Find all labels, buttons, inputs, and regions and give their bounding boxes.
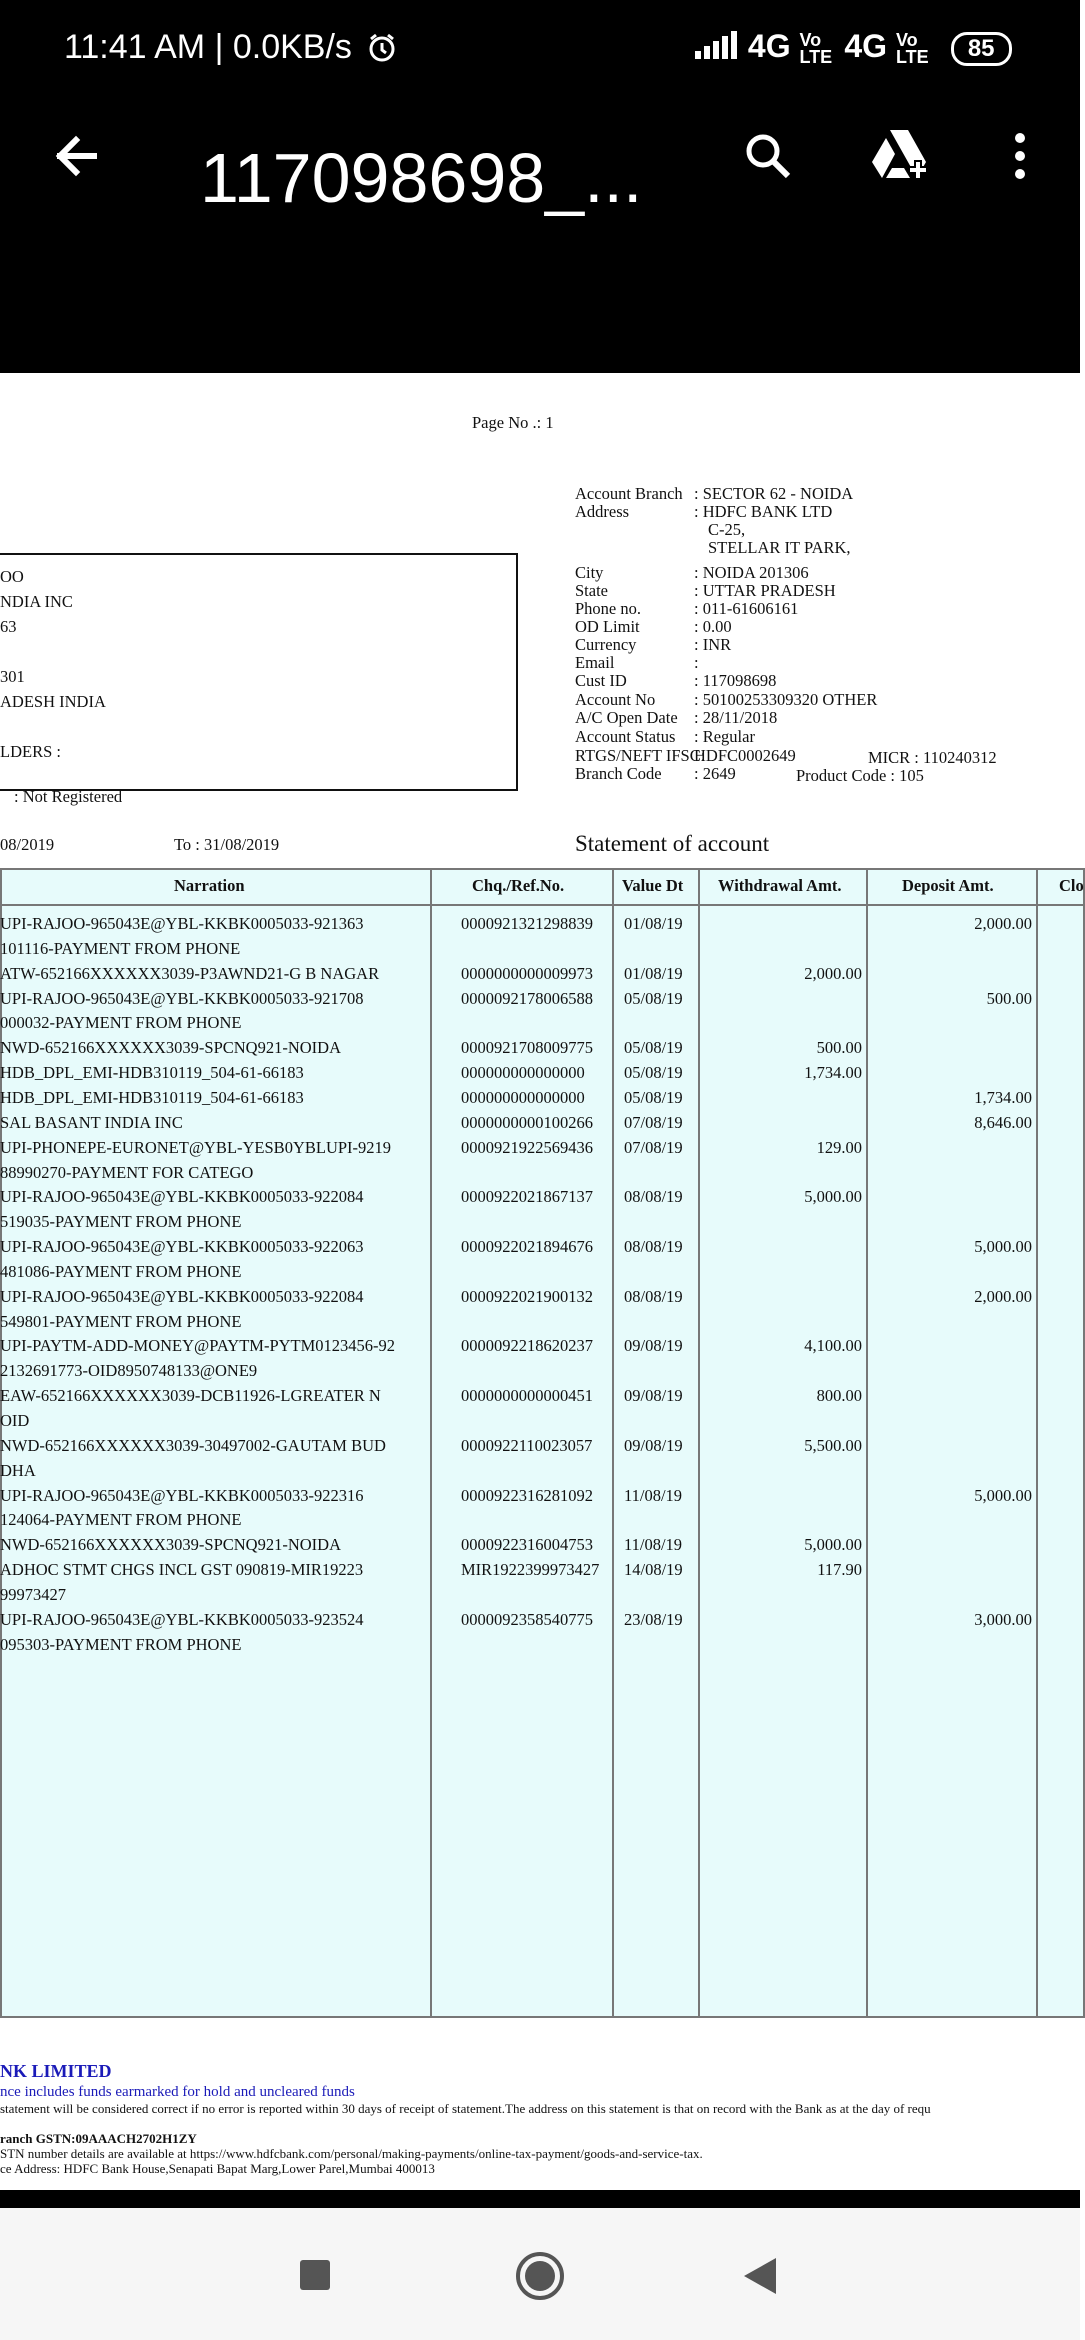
network-type-2: 4G xyxy=(844,28,888,64)
customer-box-line: 63 xyxy=(0,617,17,636)
branch-info-value: C-25, xyxy=(708,520,746,539)
page-bottom-edge xyxy=(0,2190,1080,2208)
table-cell-value_dt: 09/08/19 xyxy=(624,1386,683,1406)
table-cell-deposit: 5,000.00 xyxy=(974,1485,1032,1505)
customer-box-line: ADESH INDIA xyxy=(0,692,106,711)
more-vert-icon xyxy=(1000,128,1040,184)
table-cell-ref: 0000092358540775 xyxy=(461,1609,593,1629)
table-cell-value_dt: 11/08/19 xyxy=(624,1485,683,1505)
table-cell-value_dt: 05/08/19 xyxy=(624,1087,683,1107)
branch-info-label: Branch Code xyxy=(575,764,662,783)
table-cell-narration: UPI-RAJOO-965043E@YBL-KKBK0005033-922063 xyxy=(0,1237,364,1257)
to-date: To : 31/08/2019 xyxy=(174,835,280,854)
branch-info-value: : HDFC BANK LTD xyxy=(694,502,833,521)
branch-info-value: HDFC0002649 xyxy=(694,746,796,765)
table-cell-narration: OID xyxy=(0,1411,30,1430)
branch-info-value: : SECTOR 62 - NOIDA xyxy=(694,484,854,503)
header-divider xyxy=(2,904,1083,906)
col-withdrawal-header: Withdrawal Amt. xyxy=(718,876,842,895)
table-cell-value_dt: 11/08/19 xyxy=(624,1535,683,1555)
table-cell-narration: NWD-652166XXXXXX3039-30497002-GAUTAM BUD xyxy=(0,1435,386,1455)
table-cell-narration: SAL BASANT INDIA INC xyxy=(0,1112,183,1132)
status-time xyxy=(64,28,397,67)
back-nav-button[interactable] xyxy=(742,2256,778,2301)
table-cell-ref: 0000000000100266 xyxy=(461,1112,593,1132)
battery-level: 85 xyxy=(967,34,995,62)
branch-info-label: State xyxy=(575,581,608,600)
column-divider xyxy=(1036,870,1038,2016)
battery-icon xyxy=(951,32,1012,66)
table-cell-ref: MIR1922399973427 xyxy=(461,1560,600,1580)
table-cell-deposit: 2,000.00 xyxy=(974,914,1032,933)
statement-heading: Statement of account xyxy=(575,831,770,856)
table-cell-deposit: 5,000.00 xyxy=(974,1237,1032,1257)
customer-box-line: NDIA INC xyxy=(0,592,73,611)
table-cell-deposit: 3,000.00 xyxy=(974,1609,1032,1629)
status-icons xyxy=(695,28,1012,66)
branch-info-label: Account No xyxy=(575,690,656,709)
table-cell-narration: HDB_DPL_EMI-HDB310119_504-61-66183 xyxy=(0,1063,304,1083)
back-button[interactable] xyxy=(48,128,104,189)
document-title: 117098698_... xyxy=(200,139,643,217)
table-cell-ref: 0000922021894676 xyxy=(461,1237,593,1257)
table-cell-value_dt: 09/08/19 xyxy=(624,1435,683,1455)
table-cell-narration: NWD-652166XXXXXX3039-SPCNQ921-NOIDA xyxy=(0,1535,341,1555)
table-cell-value_dt: 01/08/19 xyxy=(624,963,683,983)
micr-code: MICR : 110240312 xyxy=(868,748,997,767)
footer-bank-name: NK LIMITED xyxy=(0,2061,112,2081)
drive-add-icon xyxy=(868,126,932,186)
recents-square-icon xyxy=(298,2258,332,2292)
table-cell-deposit: 2,000.00 xyxy=(974,1286,1032,1306)
branch-info-label: Currency xyxy=(575,635,637,654)
table-cell-narration: UPI-RAJOO-965043E@YBL-KKBK0005033-923524 xyxy=(0,1609,364,1629)
branch-info-label: Account Status xyxy=(575,727,676,746)
volte-icon: Vo LTE xyxy=(799,29,833,67)
column-divider xyxy=(866,870,868,2016)
branch-info-value: STELLAR IT PARK, xyxy=(708,538,851,557)
branch-info-value: : 50100253309320 OTHER xyxy=(694,690,878,709)
table-cell-ref: 0000922110023057 xyxy=(461,1435,593,1455)
table-cell-narration: 095303-PAYMENT FROM PHONE xyxy=(0,1634,242,1654)
table-cell-narration: UPI-RAJOO-965043E@YBL-KKBK0005033-922084 xyxy=(0,1187,364,1207)
table-cell-value_dt: 05/08/19 xyxy=(624,988,683,1008)
table-cell-narration: UPI-RAJOO-965043E@YBL-KKBK0005033-921363 xyxy=(0,914,364,933)
table-cell-narration: UPI-RAJOO-965043E@YBL-KKBK0005033-922084 xyxy=(0,1286,364,1306)
table-cell-withdrawal: 2,000.00 xyxy=(804,963,862,983)
branch-info-value: : Regular xyxy=(694,727,755,746)
table-cell-withdrawal: 4,100.00 xyxy=(804,1336,862,1356)
table-cell-value_dt: 08/08/19 xyxy=(624,1187,683,1207)
col-value-date-header: Value Dt xyxy=(622,876,684,895)
table-cell-value_dt: 05/08/19 xyxy=(624,1063,683,1083)
table-cell-value_dt: 08/08/19 xyxy=(624,1237,683,1257)
table-cell-withdrawal: 129.00 xyxy=(816,1137,862,1157)
table-cell-ref: 0000922316004753 xyxy=(461,1535,593,1555)
footer-gstn-note: STN number details are available at https://www.hdfcbank.com/personal/making-payments/online-tax-payment/goods-and-service-tax. xyxy=(0,2146,703,2161)
table-cell-narration: 2132691773-OID8950748133@ONE9 xyxy=(0,1361,258,1381)
table-cell-narration: UPI-RAJOO-965043E@YBL-KKBK0005033-921708 xyxy=(0,988,364,1008)
branch-info-value: : UTTAR PRADESH xyxy=(694,581,836,600)
recents-button[interactable] xyxy=(298,2258,332,2297)
col-narration-header: Narration xyxy=(174,876,245,895)
footer-disclaimer: statement will be considered correct if no error is reported within 30 days of receipt of statement.The address on this statement is that on record with the Bank as at the day of requ xyxy=(0,2101,931,2116)
column-divider xyxy=(430,870,432,2016)
col-deposit-header: Deposit Amt. xyxy=(902,876,994,895)
table-cell-narration: 000032-PAYMENT FROM PHONE xyxy=(0,1013,242,1033)
footer-gstn: ranch GSTN:09AAACH2702H1ZY xyxy=(0,2131,197,2146)
table-cell-value_dt: 08/08/19 xyxy=(624,1286,683,1306)
table-cell-value_dt: 07/08/19 xyxy=(624,1137,683,1157)
table-cell-withdrawal: 5,500.00 xyxy=(804,1435,862,1455)
volte-icon-2: Vo LTE xyxy=(895,29,929,67)
branch-info-value: : 117098698 xyxy=(694,671,777,690)
table-cell-narration: UPI-PHONEPE-EURONET@YBL-YESB0YBLUPI-9219 xyxy=(0,1137,392,1157)
column-divider xyxy=(612,870,614,2016)
table-cell-value_dt: 05/08/19 xyxy=(624,1038,683,1058)
customer-address-box xyxy=(0,553,518,791)
table-cell-narration: EAW-652166XXXXXX3039-DCB11926-LGREATER N xyxy=(0,1386,381,1406)
branch-info-value: : 011-61606161 xyxy=(694,599,799,618)
branch-info-value: : 2649 xyxy=(694,764,736,783)
customer-box-line: LDERS : xyxy=(0,742,61,761)
table-cell-deposit: 8,646.00 xyxy=(974,1112,1032,1132)
table-cell-ref: 0000092178006588 xyxy=(461,988,593,1008)
table-cell-narration: ATW-652166XXXXXX3039-P3AWND21-G B NAGAR xyxy=(0,963,380,983)
pdf-page[interactable] xyxy=(0,373,1084,2190)
table-cell-ref: 0000000000009973 xyxy=(461,963,593,983)
search-icon xyxy=(740,128,796,184)
table-cell-narration: 481086-PAYMENT FROM PHONE xyxy=(0,1261,242,1281)
nomination-status: : Not Registered xyxy=(14,787,123,806)
footer-balance-note: nce includes funds earmarked for hold and uncleared funds xyxy=(0,2084,355,2100)
table-cell-withdrawal: 5,000.00 xyxy=(804,1535,862,1555)
branch-info-value: : xyxy=(694,653,699,672)
alarm-icon xyxy=(367,33,397,63)
search-button[interactable] xyxy=(740,128,796,189)
app-header xyxy=(0,0,1080,373)
table-cell-narration: 124064-PAYMENT FROM PHONE xyxy=(0,1510,242,1530)
table-cell-value_dt: 23/08/19 xyxy=(624,1609,683,1629)
table-cell-ref: 000000000000000 xyxy=(461,1087,585,1107)
table-cell-ref: 000000000000000 xyxy=(461,1063,585,1083)
branch-info-label: Phone no. xyxy=(575,599,641,618)
branch-info-label: Account Branch xyxy=(575,484,683,503)
table-cell-deposit: 500.00 xyxy=(986,988,1032,1008)
table-cell-narration: 88990270-PAYMENT FOR CATEGO xyxy=(0,1162,254,1182)
table-cell-ref: 0000922021867137 xyxy=(461,1187,593,1207)
table-cell-withdrawal: 117.90 xyxy=(817,1560,862,1580)
footer-office-address: ce Address: HDFC Bank House,Senapati Bapat Marg,Lower Parel,Mumbai 400013 xyxy=(0,2161,435,2176)
page-number: Page No .: 1 xyxy=(472,413,554,432)
back-arrow-icon xyxy=(48,128,104,184)
customer-box-line: 301 xyxy=(0,667,25,686)
branch-info-label: OD Limit xyxy=(575,617,640,636)
table-cell-withdrawal: 1,734.00 xyxy=(804,1063,862,1083)
branch-info-label: Cust ID xyxy=(575,671,627,690)
product-code: Product Code : 105 xyxy=(796,766,924,785)
branch-info-label: Address xyxy=(575,502,630,521)
col-ref-header: Chq./Ref.No. xyxy=(472,876,565,895)
branch-info-value: : 28/11/2018 xyxy=(694,708,778,727)
table-cell-narration: NWD-652166XXXXXX3039-SPCNQ921-NOIDA xyxy=(0,1038,341,1058)
branch-info-value: : 0.00 xyxy=(694,617,732,636)
table-cell-value_dt: 07/08/19 xyxy=(624,1112,683,1132)
table-cell-value_dt: 09/08/19 xyxy=(624,1336,683,1356)
table-cell-deposit: 1,734.00 xyxy=(974,1087,1032,1107)
table-cell-narration: ADHOC STMT CHGS INCL GST 090819-MIR19223 xyxy=(0,1560,364,1580)
table-cell-narration: HDB_DPL_EMI-HDB310119_504-61-66183 xyxy=(0,1087,304,1107)
branch-info-label: A/C Open Date xyxy=(575,708,678,727)
more-options-button[interactable] xyxy=(1000,128,1040,189)
signal-icon xyxy=(695,31,739,61)
table-cell-ref: 0000921922569436 xyxy=(461,1137,593,1157)
branch-info-label: RTGS/NEFT IFSC: xyxy=(575,746,706,765)
transactions-table xyxy=(0,868,1085,2018)
table-cell-ref: 0000921708009775 xyxy=(461,1038,593,1058)
table-cell-narration: 101116-PAYMENT FROM PHONE xyxy=(0,938,241,958)
branch-info-label: City xyxy=(575,563,604,582)
table-cell-ref: 0000921321298839 xyxy=(461,914,593,933)
table-cell-narration: 519035-PAYMENT FROM PHONE xyxy=(0,1212,242,1232)
add-to-drive-button[interactable] xyxy=(868,126,932,191)
branch-info-value: : INR xyxy=(694,635,732,654)
system-nav-bar xyxy=(0,2208,1080,2340)
table-cell-narration: UPI-PAYTM-ADD-MONEY@PAYTM-PYTM0123456-92 xyxy=(0,1336,396,1356)
table-cell-ref: 0000922021900132 xyxy=(461,1286,593,1306)
table-cell-withdrawal: 500.00 xyxy=(816,1038,862,1058)
table-cell-narration: DHA xyxy=(0,1460,36,1480)
customer-box-line: OO xyxy=(0,567,24,586)
table-cell-narration: 549801-PAYMENT FROM PHONE xyxy=(0,1311,242,1331)
column-divider xyxy=(698,870,700,2016)
col-closing-header: Clo xyxy=(1059,876,1084,895)
branch-info-label: Email xyxy=(575,653,615,672)
home-circle-icon xyxy=(514,2250,566,2302)
network-type: 4G xyxy=(747,28,791,64)
table-cell-value_dt: 14/08/19 xyxy=(624,1560,683,1580)
table-cell-ref: 0000000000000451 xyxy=(461,1386,593,1406)
table-cell-withdrawal: 5,000.00 xyxy=(804,1187,862,1207)
status-time-text: 11:41 AM | 0.0KB/s xyxy=(64,28,352,66)
branch-info-value: : NOIDA 201306 xyxy=(694,563,809,582)
table-cell-ref: 0000092218620237 xyxy=(461,1336,593,1356)
back-triangle-icon xyxy=(742,2256,778,2296)
table-cell-withdrawal: 800.00 xyxy=(816,1386,862,1406)
table-cell-value_dt: 01/08/19 xyxy=(624,914,683,933)
from-date: 08/2019 xyxy=(0,835,55,854)
table-cell-narration: UPI-RAJOO-965043E@YBL-KKBK0005033-922316 xyxy=(0,1485,364,1505)
home-button[interactable] xyxy=(514,2250,566,2307)
table-cell-ref: 0000922316281092 xyxy=(461,1485,593,1505)
table-cell-narration: 99973427 xyxy=(0,1584,66,1604)
